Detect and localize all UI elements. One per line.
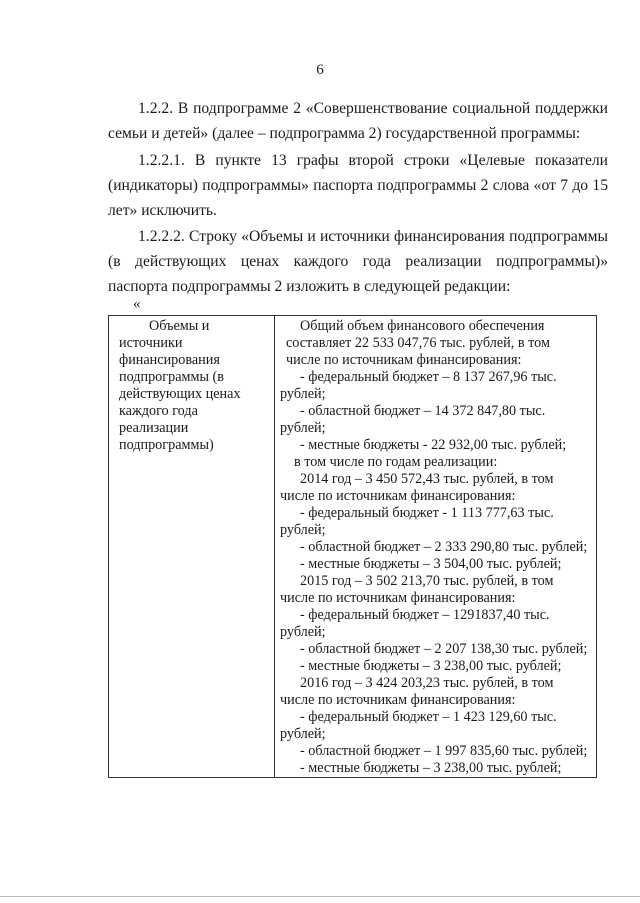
row-header-line: действующих ценах	[119, 386, 241, 402]
funding-line: - федеральный бюджет – 1 423 129,60 тыс.	[300, 709, 557, 725]
page-bottom-edge	[0, 896, 640, 897]
opening-quote-mark: «	[133, 296, 141, 312]
row-header-line: финансирования	[119, 352, 220, 368]
row-header-line: Объемы и	[149, 318, 210, 334]
funding-line: - областной бюджет – 14 372 847,80 тыс.	[300, 403, 546, 419]
funding-line: рублей;	[280, 420, 326, 436]
funding-line: составляет 22 533 047,76 тыс. рублей, в том	[286, 335, 550, 351]
funding-line: - федеральный бюджет – 8 137 267,96 тыс.	[300, 369, 557, 385]
funding-line: - областной бюджет – 2 207 138,30 тыс. рублей;	[300, 641, 588, 657]
paragraph-1-2-2-1: 1.2.2.1. В пункте 13 графы второй строки «Целевые показатели (индикаторы) подпрограммы» паспорта подпрограммы 2 слова «от 7 до 15 лет» исключить.	[108, 152, 608, 219]
funding-line: рублей;	[280, 386, 326, 402]
row-header-line: подпрограммы (в	[119, 369, 224, 385]
funding-table	[108, 315, 597, 778]
funding-line: Общий объем финансового обеспечения	[300, 318, 545, 334]
table-row	[109, 316, 597, 778]
funding-line: числе по источникам финансирования:	[280, 488, 516, 504]
funding-line: - местные бюджеты – 3 238,00 тыс. рублей;	[300, 658, 562, 674]
funding-line: в том числе по годам реализации:	[294, 454, 498, 470]
funding-line: 2014 год – 3 450 572,43 тыс. рублей, в том	[300, 471, 554, 487]
funding-line: - федеральный бюджет – 1291837,40 тыс.	[300, 607, 550, 623]
row-header-line: подпрограммы)	[119, 437, 214, 453]
funding-details-cell	[275, 316, 597, 778]
row-header-cell	[109, 316, 275, 778]
funding-line: рублей;	[280, 726, 326, 742]
funding-line: рублей;	[280, 624, 326, 640]
funding-line: числе по источникам финансирования:	[280, 692, 516, 708]
funding-line: рублей;	[280, 522, 326, 538]
funding-line: числе по источникам финансирования:	[280, 590, 516, 606]
funding-line: - местные бюджеты – 3 238,00 тыс. рублей;	[300, 760, 562, 776]
funding-line: - областной бюджет – 2 333 290,80 тыс. рублей;	[300, 539, 588, 555]
funding-line: - федеральный бюджет - 1 113 777,63 тыс.	[300, 505, 554, 521]
row-header-line: источники	[119, 335, 183, 351]
funding-line: числе по источникам финансирования:	[286, 352, 522, 368]
paragraph-1-2-2: 1.2.2. В подпрограмме 2 «Совершенствование социальной поддержки семьи и детей» (далее – подпрограмма 2) государственной программы:	[108, 100, 608, 142]
funding-line: - местные бюджеты - 22 932,00 тыс. рублей;	[300, 437, 567, 453]
funding-line: 2016 год – 3 424 203,23 тыс. рублей, в том	[300, 675, 554, 691]
funding-line: - областной бюджет – 1 997 835,60 тыс. рублей;	[300, 743, 588, 759]
page-number: 6	[316, 62, 324, 78]
row-header-line: каждого года	[119, 403, 198, 419]
funding-line: - местные бюджеты – 3 504,00 тыс. рублей;	[300, 556, 562, 572]
row-header-line: реализации	[119, 420, 189, 436]
paragraph-1-2-2-2: 1.2.2.2. Строку «Объемы и источники финансирования подпрограммы (в действующих ценах каждого года реализации подпрограммы)» паспорта подпрограммы 2 изложить в следующей редакции:	[108, 228, 608, 295]
funding-line: 2015 год – 3 502 213,70 тыс. рублей, в том	[300, 573, 554, 589]
